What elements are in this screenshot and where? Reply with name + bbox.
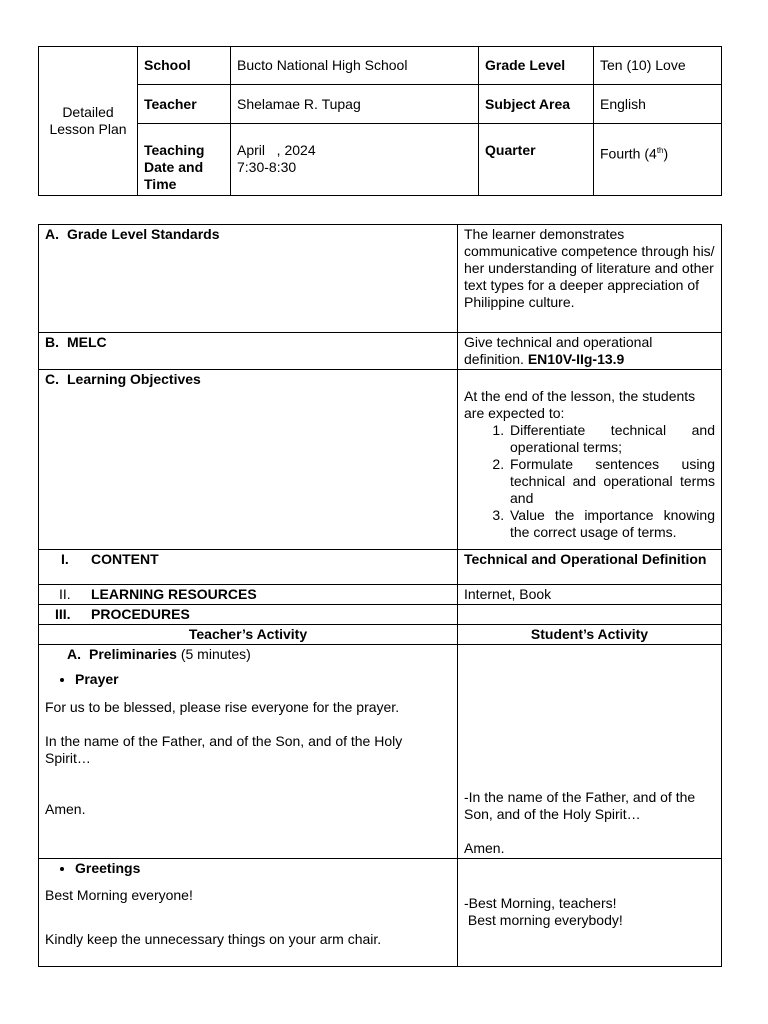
prayer-label: • Prayer (75, 671, 451, 688)
content-value: Technical and Operational Definition (458, 550, 722, 585)
standards-text: The learner demonstrates communicative competence through his/ her understanding of literature and other text types for a deeper appreciation of Philippine culture. (458, 225, 722, 333)
greetings-list (45, 860, 451, 877)
quarter-value (594, 124, 722, 196)
plan-title: Detailed Lesson Plan (39, 47, 138, 196)
objectives-cell (458, 370, 722, 550)
preliminaries-label: Preliminaries (89, 646, 177, 662)
grade-level-label: Grade Level (479, 47, 594, 85)
standards-label: Grade Level Standards (67, 226, 220, 242)
objectives-row (39, 370, 722, 550)
subject-area-value: English (594, 85, 722, 124)
student-activity-header: Student’s Activity (458, 625, 722, 645)
prayer-invocation: In the name of the Father, and of the Son, and of the Holy Spirit… (45, 733, 403, 766)
objectives-label-cell (39, 370, 458, 550)
student-amen: Amen. (464, 840, 505, 856)
procedures-label-cell (39, 605, 458, 625)
objectives-intro: At the end of the lesson, the students are expected to: (464, 388, 696, 421)
resources-num: II. (59, 586, 71, 602)
objectives-letter: C. (45, 371, 59, 387)
quarter-label: Quarter (479, 124, 594, 196)
prayer-amen: Amen. (45, 801, 86, 817)
grade-level-value: Ten (10) Love (594, 47, 722, 85)
teaching-date-value (231, 124, 479, 196)
quarter-text: Fourth (4 (600, 145, 657, 162)
quarter-sup: th (656, 146, 664, 155)
melc-letter: B. (45, 334, 59, 350)
greetings-student-cell (458, 859, 722, 967)
school-label: School (138, 47, 231, 85)
student-prayer-response: -In the name of the Father, and of the Son, and of the Holy Spirit… (464, 789, 696, 822)
teacher-activity-header: Teacher’s Activity (39, 625, 458, 645)
content-label-cell (39, 550, 458, 585)
lesson-plan-body (38, 224, 722, 967)
greeting-morning: Best Morning everyone! (45, 887, 193, 903)
standards-label-cell (39, 225, 458, 333)
content-row (39, 550, 722, 585)
prayer-instruction: For us to be blessed, please rise everyone for the prayer. (45, 699, 400, 715)
student-greeting-line-1: -Best Morning, teachers! (464, 895, 617, 911)
school-value: Bucto National High School (231, 47, 479, 85)
content-label: CONTENT (91, 551, 159, 567)
preliminaries-letter: A. (67, 646, 81, 662)
greetings-label: • Greetings (75, 860, 451, 877)
activity-header-row (39, 625, 722, 645)
student-greeting-line-2: Best morning everybody! (464, 912, 623, 928)
teaching-date-line: April , 2024 (237, 142, 316, 158)
resources-row (39, 585, 722, 605)
resources-value: Internet, Book (458, 585, 722, 605)
preliminaries-heading (45, 646, 451, 663)
procedures-label: PROCEDURES (91, 606, 190, 622)
preliminaries-duration: (5 minutes) (176, 646, 251, 662)
greetings-row (39, 859, 722, 967)
preliminaries-teacher-cell (39, 645, 458, 859)
subject-area-label: Subject Area (479, 85, 594, 124)
objectives-label: Learning Objectives (67, 371, 201, 387)
standards-row (39, 225, 722, 333)
melc-text: Give technical and operational definition. (464, 334, 653, 367)
greeting-instruction: Kindly keep the unnecessary things on your arm chair. (45, 931, 382, 947)
prayer-list (45, 671, 451, 688)
teaching-date-label: Teaching Date and Time (138, 124, 231, 196)
resources-label: LEARNING RESOURCES (91, 586, 257, 602)
resources-label-cell (39, 585, 458, 605)
melc-label: MELC (67, 334, 107, 350)
standards-letter: A. (45, 226, 59, 242)
preliminaries-row (39, 645, 722, 859)
melc-text-cell (458, 333, 722, 370)
content-num: I. (61, 551, 69, 567)
greetings-teacher-cell (39, 859, 458, 967)
melc-row (39, 333, 722, 370)
procedures-row (39, 605, 722, 625)
lesson-plan-header (38, 46, 722, 196)
melc-code: EN10V-IIg-13.9 (527, 351, 625, 367)
quarter-close: ) (663, 145, 669, 162)
teaching-time-line: 7:30-8:30 (237, 159, 297, 175)
procedures-empty-cell (458, 605, 722, 625)
objective-item: 2. Formulate sentences using technical and operational terms and (508, 456, 715, 507)
melc-label-cell (39, 333, 458, 370)
procedures-num: III. (55, 606, 71, 622)
teacher-value: Shelamae R. Tupag (231, 85, 479, 124)
preliminaries-student-cell (458, 645, 722, 859)
body-table (38, 224, 722, 967)
objective-item: 3. Value the importance knowing the correct usage of terms. (508, 507, 715, 541)
header-table (38, 46, 722, 196)
objectives-list (464, 422, 715, 541)
objective-item: 1. Differentiate technical and operational terms; (508, 422, 715, 456)
teacher-label: Teacher (138, 85, 231, 124)
